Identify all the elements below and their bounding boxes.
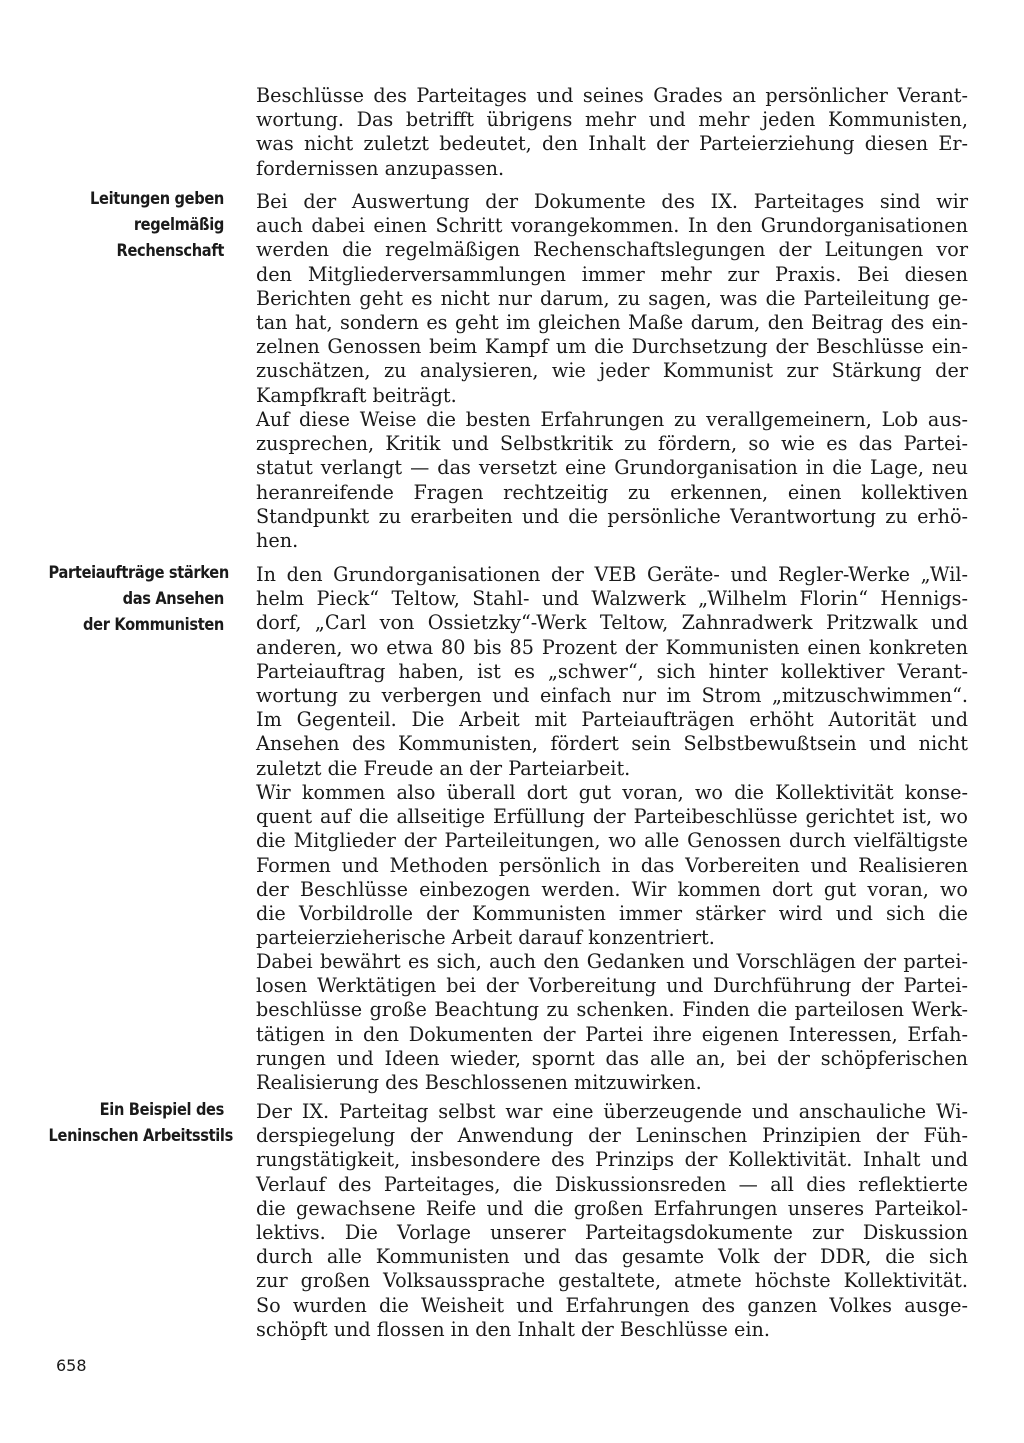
text-line: die Vorbildrolle der Kommunisten immer stärker wird und sich die [256, 901, 968, 925]
text-line: zuletzt die Freude an der Parteiarbeit. [256, 756, 631, 780]
text-line: tätigen in den Dokumenten der Partei ihre eigenen Interessen, Erfah- [256, 1022, 968, 1046]
margin-heading [48, 1097, 233, 1149]
margin-heading-line: Leitungen geben [90, 189, 224, 209]
text-line: Im Gegenteil. Die Arbeit mit Parteiaufträgen erhöht Autorität und [256, 708, 968, 732]
text-line: rungen und Ideen wieder, spornt das alle an, bei der schöpferischen [256, 1046, 968, 1070]
text-line: Realisierung des Beschlossenen mitzuwirken. [256, 1070, 702, 1094]
margin-heading-line: Rechenschaft [116, 241, 224, 261]
page-number: 658 [56, 1356, 87, 1375]
margin-heading-line: Parteiaufträge stärken [48, 563, 229, 583]
text-line: Berichten geht es nicht nur darum, zu sagen, was die Parteileitung ge- [256, 286, 968, 310]
margin-heading [48, 560, 229, 638]
text-line: Kampfkraft beiträgt. [256, 383, 457, 407]
text-line: auch dabei einen Schritt vorangekommen. In den Grundorganisationen [256, 214, 968, 238]
text-line: losen Werktätigen bei der Vorbereitung und Durchführung der Partei- [256, 974, 968, 998]
text-line: In den Grundorganisationen der VEB Geräte- und Regler-Werke „Wil- [256, 563, 968, 586]
text-line: beschlüsse große Beachtung zu schenken. Finden die parteilosen Werk- [256, 998, 968, 1022]
text-line: Beschlüsse des Parteitages und seines Grades an persönlicher Verant- [256, 84, 968, 107]
text-line: So wurden die Weisheit und Erfahrungen des ganzen Volkes ausge- [256, 1293, 968, 1317]
text-line: rungstätigkeit, insbesondere des Prinzips der Kollektivität. Inhalt und [256, 1148, 968, 1172]
text-line: zuschätzen, zu analysieren, wie jeder Kommunist zur Stärkung der [256, 359, 968, 383]
text-line: derspiegelung der Anwendung der Leninschen Prinzipien der Füh- [256, 1124, 968, 1148]
paragraph [256, 408, 968, 553]
text-line: heranreifende Fragen rechtzeitig zu erkennen, einen kollektiven [256, 480, 968, 504]
text-line: lektivs. Die Vorlage unserer Parteitagsdokumente zur Diskussion [256, 1220, 968, 1244]
text-line: parteierzieherische Arbeit darauf konzentriert. [256, 926, 715, 950]
text-line: Auf diese Weise die besten Erfahrungen zu verallgemeinern, Lob aus- [256, 408, 968, 431]
text-line: Formen und Methoden persönlich in das Vorbereiten und Realisieren [256, 853, 968, 877]
margin-heading [49, 186, 224, 264]
text-line: Parteiauftrag haben, ist es „schwer“, sich hinter kollektiver Verant- [256, 659, 968, 683]
text-line: fordernissen anzupassen. [256, 156, 505, 180]
text-line: die gewachsene Reife und die großen Erfahrungen unseres Parteikol- [256, 1196, 968, 1220]
text-line: den Mitgliederversammlungen immer mehr zur Praxis. Bei diesen [256, 262, 968, 286]
paragraph [256, 950, 968, 1095]
text-line: zur großen Volksaussprache gestaltete, atmete höchste Kollektivität. [256, 1269, 968, 1293]
text-line: was nicht zuletzt bedeutet, den Inhalt der Parteierziehung diesen Er- [256, 132, 968, 156]
text-line: Bei der Auswertung der Dokumente des IX. Parteitages sind wir [256, 190, 968, 213]
text-line: dorf, „Carl von Ossietzky“-Werk Teltow, Zahnradwerk Pritzwalk und [256, 611, 968, 635]
paragraph [256, 563, 968, 781]
paragraph [256, 84, 968, 181]
margin-heading-line: der Kommunisten [83, 615, 224, 635]
text-line: werden die regelmäßigen Rechenschaftslegungen der Leitungen vor [256, 238, 968, 262]
text-line: Der IX. Parteitag selbst war eine überzeugende und anschauliche Wi- [256, 1100, 968, 1123]
text-line: Verlauf des Parteitages, die Diskussionsreden — all dies reflektierte [256, 1172, 968, 1196]
paragraph [256, 1100, 968, 1342]
margin-heading-line: Ein Beispiel des [99, 1100, 224, 1120]
text-line: zelnen Genossen beim Kampf um die Durchsetzung der Beschlüsse ein- [256, 335, 968, 359]
text-line: wortung zu verbergen und einfach nur im Strom „mitzuschwimmen“. [256, 683, 968, 707]
text-line: schöpft und flossen in den Inhalt der Beschlüsse ein. [256, 1317, 770, 1341]
text-line: Standpunkt zu erarbeiten und die persönliche Verantwortung zu erhö- [256, 504, 968, 528]
text-line: der Beschlüsse einbezogen werden. Wir kommen dort gut voran, wo [256, 877, 968, 901]
margin-heading-line: das Ansehen [122, 589, 224, 609]
text-line: hen. [256, 528, 299, 552]
paragraph [256, 781, 968, 950]
text-line: zusprechen, Kritik und Selbstkritik zu fördern, so wie es das Partei- [256, 432, 968, 456]
text-line: tan hat, sondern es geht im gleichen Maße darum, den Beitrag des ein- [256, 310, 968, 334]
text-line: statut verlangt — das versetzt eine Grundorganisation in die Lage, neu [256, 456, 968, 480]
text-line: durch alle Kommunisten und das gesamte Volk der DDR, die sich [256, 1245, 968, 1269]
text-line: helm Pieck“ Teltow, Stahl- und Walzwerk „Wilhelm Florin“ Hennigs- [256, 587, 968, 611]
text-line: Ansehen des Kommunisten, fördert sein Selbstbewußtsein und nicht [256, 732, 968, 756]
text-line: wortung. Das betrifft übrigens mehr und mehr jeden Kommunisten, [256, 108, 968, 132]
text-line: Wir kommen also überall dort gut voran, wo die Kollektivität konse- [256, 781, 968, 804]
text-line: die Mitglieder der Parteileitungen, wo alle Genossen durch vielfältigste [256, 829, 968, 853]
margin-heading-line: Leninschen Arbeitsstils [48, 1126, 233, 1146]
text-line: anderen, wo etwa 80 bis 85 Prozent der Kommunisten einen konkreten [256, 635, 968, 659]
text-line: quent auf die allseitige Erfüllung der Parteibeschlüsse gerichtet ist, wo [256, 805, 968, 829]
margin-heading-line: regelmäßig [133, 215, 224, 235]
text-line: Dabei bewährt es sich, auch den Gedanken und Vorschlägen der partei- [256, 950, 968, 973]
paragraph [256, 190, 968, 408]
